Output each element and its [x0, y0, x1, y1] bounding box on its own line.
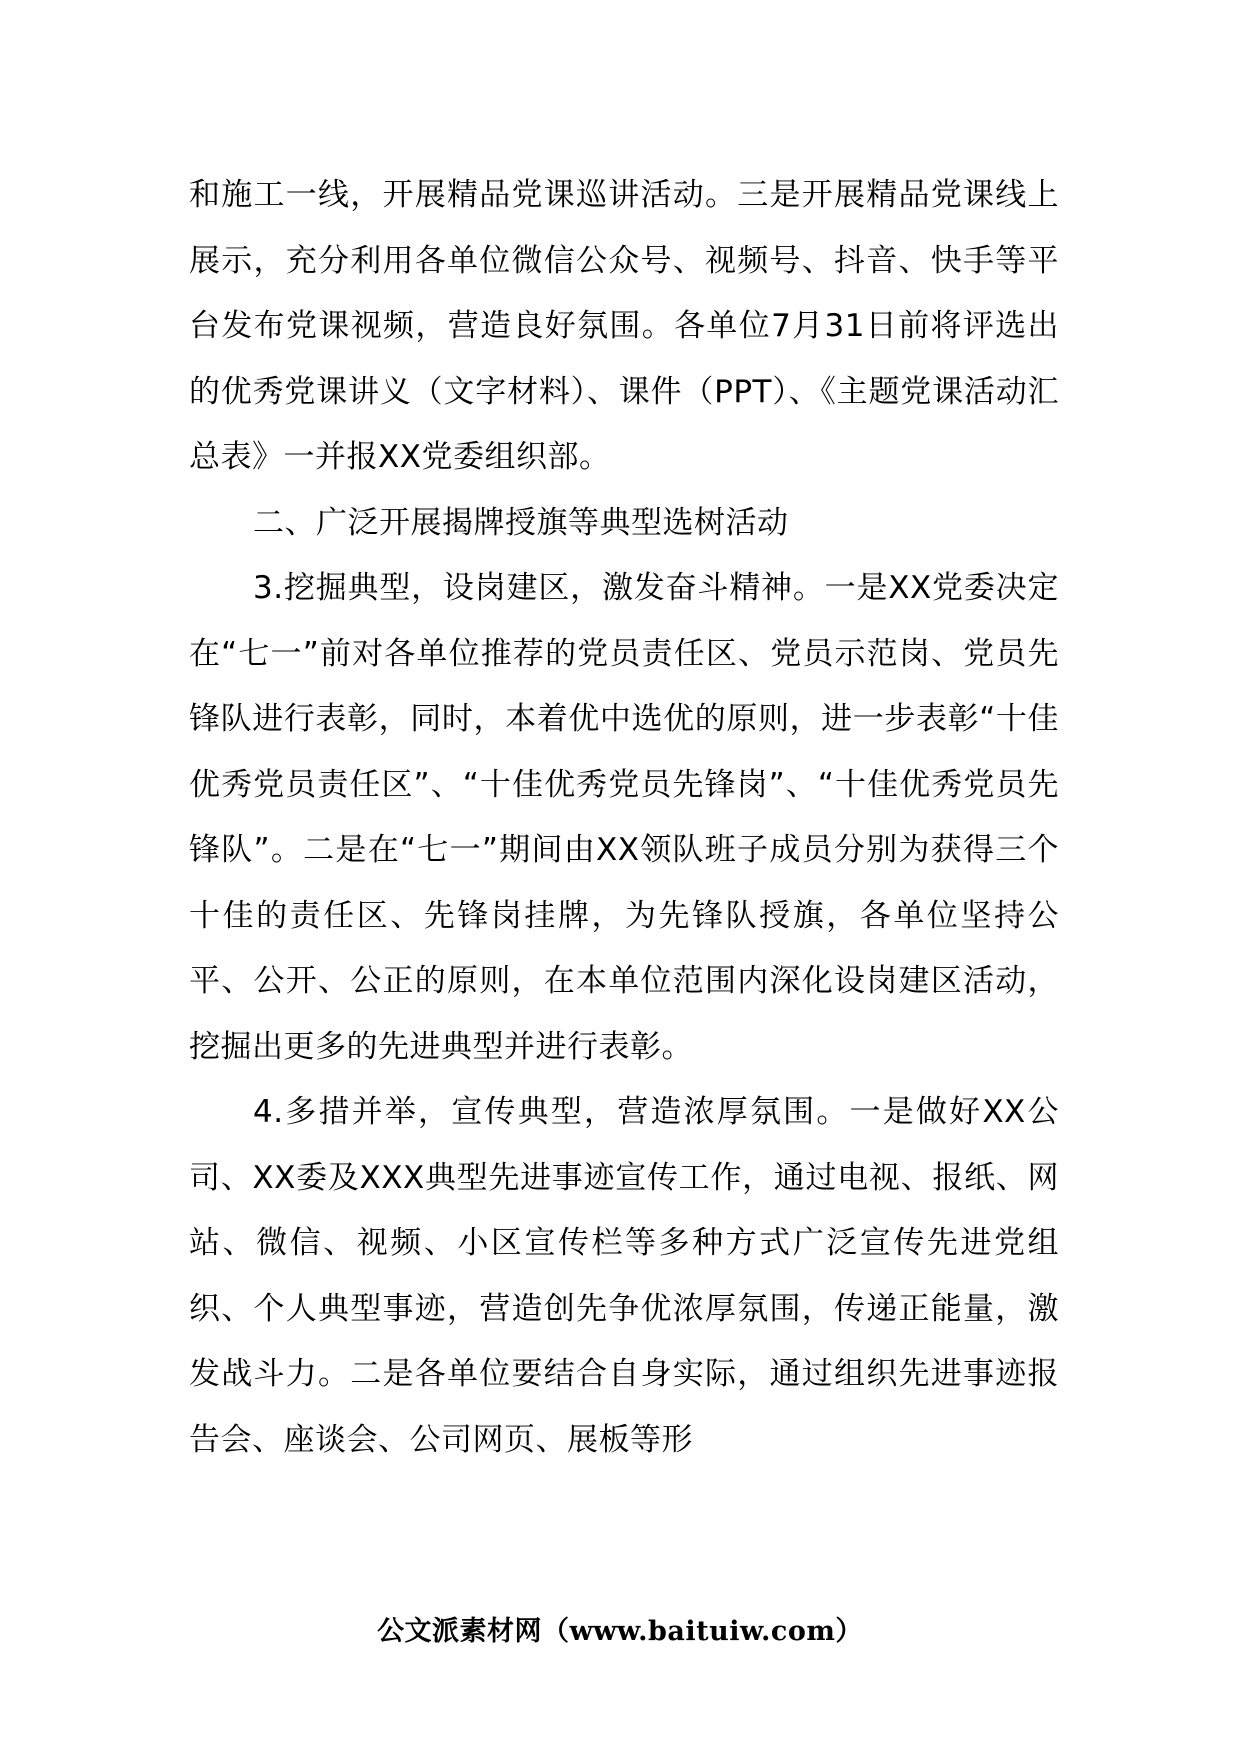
paragraph-item-3: 3.挖掘典型，设岗建区，激发奋斗精神。一是XX党委决定在“七一”前对各单位推荐的党员责任区、党员示范岗、党员先锋队进行表彰，同时，本着优中选优的原则，进一步表彰“十佳优秀党员责任区”、“十佳优秀党员先锋岗”、“十佳优秀党员先锋队”。二是在“七一”期间由XX领队班子成员分别为获得三个十佳的责任区、先锋岗挂牌，为先锋队授旗，各单位坚持公平、公开、公正的原则，在本单位范围内深化设岗建区活动，挖掘出更多的先进典型并进行表彰。: [189, 570, 1059, 1065]
section-heading: 二、广泛开展揭牌授旗等典型选树活动: [253, 504, 789, 541]
paragraph-continuation: 和施工一线，开展精品党课巡讲活动。三是开展精品党课线上展示，充分利用各单位微信公众号、视频号、抖音、快手等平台发布党课视频，营造良好氛围。各单位7月31日前将评选出的优秀党课讲义（文字材料）、课件（PPT）、《主题党课活动汇总表》一并报XX党委组织部。: [189, 177, 1059, 475]
paragraph-item-4: 4.多措并举，宣传典型，营造浓厚氛围。一是做好XX公司、XX委及XXX典型先进事迹宣传工作，通过电视、报纸、网站、微信、视频、小区宣传栏等多种方式广泛宣传先进党组织、个人典型事迹，营造创先争优浓厚氛围，传递正能量，激发战斗力。二是各单位要结合自身实际，通过组织先进事迹报告会、座谈会、公司网页、展板等形: [189, 1094, 1059, 1458]
footer-watermark: 公文派素材网（www.baituiw.com）: [377, 1616, 863, 1647]
document-body: [189, 163, 1059, 1473]
